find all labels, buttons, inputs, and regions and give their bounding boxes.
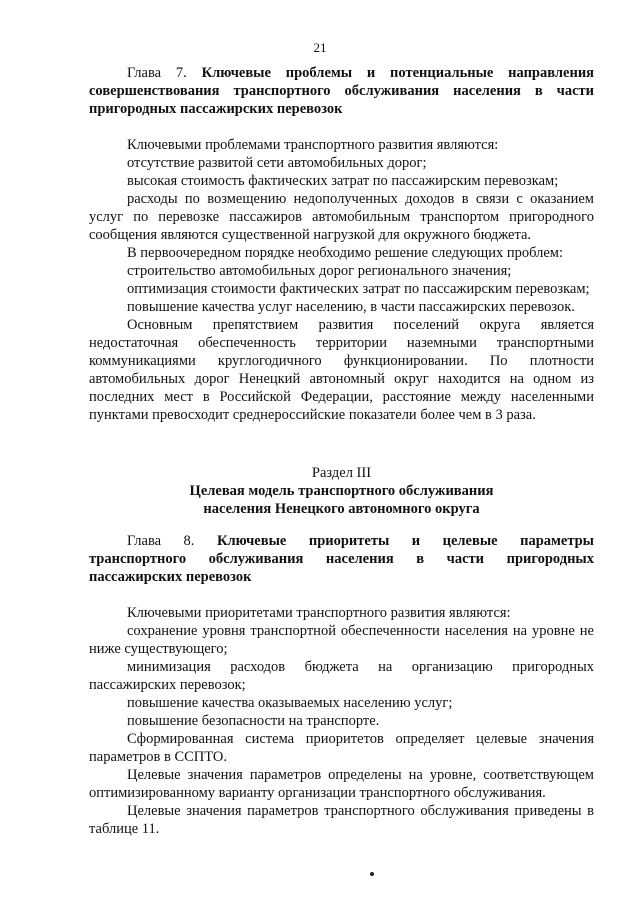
chapter-7-title-part-1: Ключевые проблемы и потенциальные направления	[201, 65, 595, 81]
paragraph: повышение качества оказываемых населению услуг;	[127, 695, 453, 711]
paragraph: Сформированная система приоритетов определяет целевые значения параметров в ССПТО.	[89, 731, 594, 765]
chapter-7-heading-line-3: пригородных пассажирских перевозок	[89, 101, 343, 117]
section-3-title-line-1: Целевая модель транспортного обслуживания	[189, 483, 494, 499]
chapter-8-heading-line-3: пассажирских перевозок	[89, 569, 252, 585]
chapter-7-heading-line-2: совершенствования транспортного обслуживания населения в части	[89, 83, 594, 99]
paragraph: повышение качества услуг населению, в части пассажирских перевозок.	[127, 299, 575, 315]
paragraph: сохранение уровня транспортной обеспеченности населения на уровне не ниже существующего;	[89, 623, 594, 657]
problems-section	[89, 136, 594, 424]
paragraph: отсутствие развитой сети автомобильных дорог;	[127, 155, 427, 171]
paragraph: повышение безопасности на транспорте.	[127, 713, 380, 729]
chapter-8-title-part-1: Ключевые приоритеты и целевые параметры	[216, 533, 595, 549]
section-3-title-line-2: населения Ненецкого автономного округа	[203, 501, 480, 517]
chapter-8-prefix: Глава 8.	[127, 533, 195, 549]
chapter-7-heading-line-1	[89, 64, 594, 82]
section-3-label: Раздел III	[311, 465, 372, 481]
chapter-7-heading	[89, 64, 594, 118]
paragraph: Целевые значения параметров транспортного обслуживания приведены в таблице 11.	[89, 803, 594, 837]
chapter-8-heading-line-2: транспортного обслуживания населения в части пригородных	[89, 551, 594, 567]
paragraph: высокая стоимость фактических затрат по пассажирским перевозкам;	[127, 173, 559, 189]
paragraph: Целевые значения параметров определены на уровне, соответствующем оптимизированному варианту организации транспортного обслуживания.	[89, 767, 594, 801]
paragraph: Основным препятствием развития поселений округа является недостаточная обеспеченность территории наземными транспортными коммуникациями круглогодичного функционировании. По плотности автомобильных дорог Ненецкий автономный округ находится на одном из последних мест в Российской Федерации, расстояние между населенными пунктами превосходит среднероссийские показатели более чем в 3 раза.	[89, 317, 594, 423]
section-3-heading	[89, 464, 594, 518]
chapter-8-heading	[89, 532, 594, 586]
chapter-8-heading-line-1	[89, 532, 594, 550]
priorities-section	[89, 604, 594, 838]
paragraph: строительство автомобильных дорог регионального значения;	[127, 263, 512, 279]
paragraph: Ключевыми приоритетами транспортного развития являются:	[127, 605, 511, 621]
paragraph: В первоочередном порядке необходимо решение следующих проблем:	[127, 245, 563, 261]
paragraph: Ключевыми проблемами транспортного развития являются:	[127, 137, 499, 153]
chapter-7-prefix: Глава 7.	[127, 65, 187, 81]
page-number: 21	[313, 40, 327, 55]
scan-speck	[370, 872, 374, 876]
paragraph: минимизация расходов бюджета на организацию пригородных пассажирских перевозок;	[89, 659, 594, 693]
paragraph: оптимизация стоимости фактических затрат по пассажирским перевозкам;	[127, 281, 590, 297]
paragraph: расходы по возмещению недополученных доходов в связи с оказанием услуг по перевозке пассажиров автомобильным транспортом пригородного сообщения являются существенной нагрузкой для окружного бюджета.	[89, 191, 594, 243]
